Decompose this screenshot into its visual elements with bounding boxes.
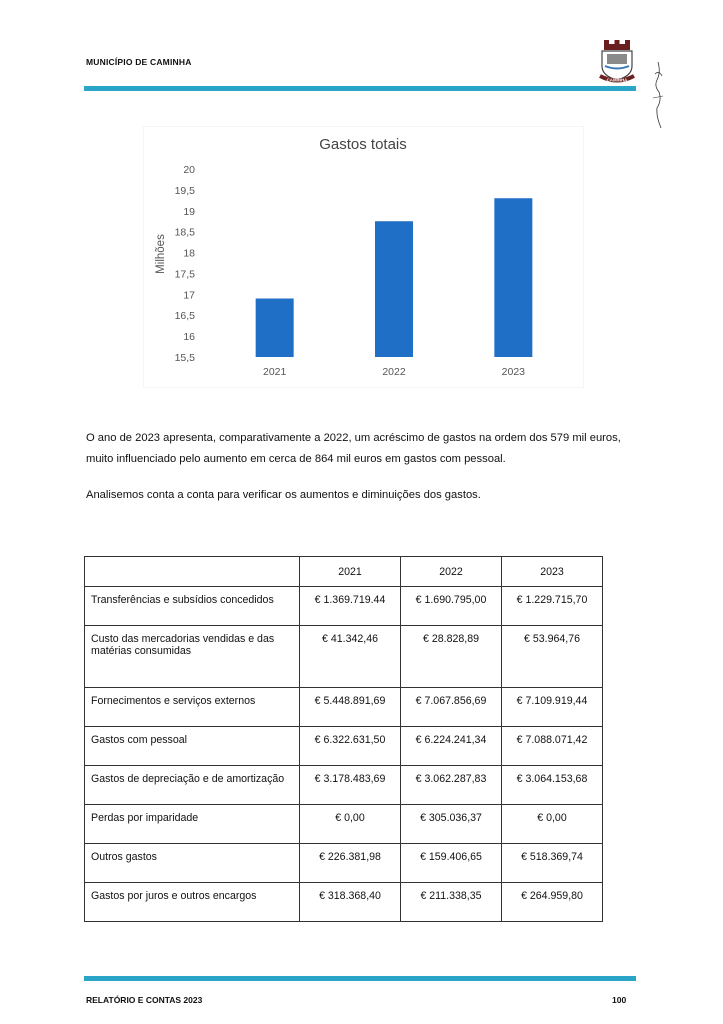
bar-2023 <box>494 198 532 357</box>
logo-ribbon-text: CAMINHA <box>606 77 628 83</box>
table-row <box>85 587 603 626</box>
chart-y-axis-label: Milhões <box>155 234 167 274</box>
expenses-table <box>84 556 603 922</box>
footer-title: RELATÓRIO E CONTAS 2023 <box>86 995 203 1005</box>
table-row <box>85 688 603 727</box>
value-2023: € 518.369,74 <box>502 844 603 883</box>
y-tick-label: 15,5 <box>174 352 195 364</box>
value-2021: € 6.322.631,50 <box>300 727 401 766</box>
header-cell-2022: 2022 <box>401 557 502 587</box>
x-tick-label: 2022 <box>382 366 406 378</box>
value-2023: € 264.959,80 <box>502 883 603 922</box>
value-2022: € 28.828,89 <box>401 626 502 688</box>
header-cell-2023: 2023 <box>502 557 603 587</box>
analysis-paragraph: O ano de 2023 apresenta, comparativamente a 2022, um acréscimo de gastos na ordem dos 579 mil euros, muito influenciado pelo aumento em cerca de 864 mil euros em gastos com pessoal. <box>86 432 621 465</box>
value-2023: € 1.229.715,70 <box>502 587 603 626</box>
value-2023: € 7.088.071,42 <box>502 727 603 766</box>
header-cell-2021: 2021 <box>300 557 401 587</box>
row-label: Gastos com pessoal <box>85 727 300 766</box>
value-2021: € 3.178.483,69 <box>300 766 401 805</box>
gastos-totais-bar-chart <box>143 126 584 388</box>
y-tick-label: 19 <box>183 205 195 218</box>
table-row <box>85 844 603 883</box>
table-row <box>85 727 603 766</box>
value-2021: € 318.368,40 <box>300 883 401 922</box>
value-2022: € 305.036,37 <box>401 805 502 844</box>
x-tick-label: 2023 <box>501 366 526 378</box>
row-label: Transferências e subsídios concedidos <box>85 587 300 626</box>
value-2023: € 0,00 <box>502 805 603 844</box>
row-label: Outros gastos <box>85 844 300 883</box>
row-label: Fornecimentos e serviços externos <box>85 688 300 727</box>
municipal-coat-of-arms-logo <box>595 38 639 84</box>
y-tick-label: 18 <box>183 247 195 260</box>
value-2023: € 53.964,76 <box>502 626 603 688</box>
value-2022: € 3.062.287,83 <box>401 766 502 805</box>
bar-2021 <box>256 299 294 357</box>
y-tick-label: 19,5 <box>174 184 195 197</box>
header-rule <box>84 86 636 91</box>
row-label: Gastos de depreciação e de amortização <box>85 766 300 805</box>
value-2021: € 226.381,98 <box>300 844 401 883</box>
table-row <box>85 626 603 688</box>
row-label: Gastos por juros e outros encargos <box>85 883 300 922</box>
table-row <box>85 805 603 844</box>
intro-paragraph: Analisemos conta a conta para verificar os aumentos e diminuições dos gastos. <box>86 489 481 501</box>
value-2022: € 1.690.795,00 <box>401 587 502 626</box>
row-label: Perdas por imparidade <box>85 805 300 844</box>
y-tick-label: 17,5 <box>174 268 195 281</box>
y-tick-label: 16 <box>183 331 195 344</box>
value-2021: € 1.369.719.44 <box>300 587 401 626</box>
header-title: MUNICÍPIO DE CAMINHA <box>86 57 192 67</box>
value-2022: € 159.406,65 <box>401 844 502 883</box>
y-tick-label: 18,5 <box>174 226 195 239</box>
table-row <box>85 883 603 922</box>
value-2022: € 211.338,35 <box>401 883 502 922</box>
table-row <box>85 766 603 805</box>
table-header-row <box>85 557 603 587</box>
x-tick-label: 2021 <box>262 366 287 378</box>
bar-2022 <box>375 221 413 357</box>
value-2021: € 41.342,46 <box>300 626 401 688</box>
y-tick-label: 17 <box>183 289 195 302</box>
page-number: 100 <box>612 995 627 1005</box>
value-2023: € 7.109.919,44 <box>502 688 603 727</box>
y-tick-label: 16,5 <box>174 310 195 323</box>
row-label: Custo das mercadorias vendidas e das matérias consumidas <box>85 626 300 688</box>
y-tick-label: 20 <box>183 164 195 176</box>
value-2021: € 5.448.891,69 <box>300 688 401 727</box>
value-2021: € 0,00 <box>300 805 401 844</box>
chart-title: Gastos totais <box>319 136 407 153</box>
value-2022: € 6.224.241,34 <box>401 727 502 766</box>
value-2022: € 7.067.856,69 <box>401 688 502 727</box>
footer-rule <box>84 976 636 981</box>
handwritten-signature <box>648 58 668 132</box>
header-cell-empty <box>85 557 300 587</box>
value-2023: € 3.064.153,68 <box>502 766 603 805</box>
